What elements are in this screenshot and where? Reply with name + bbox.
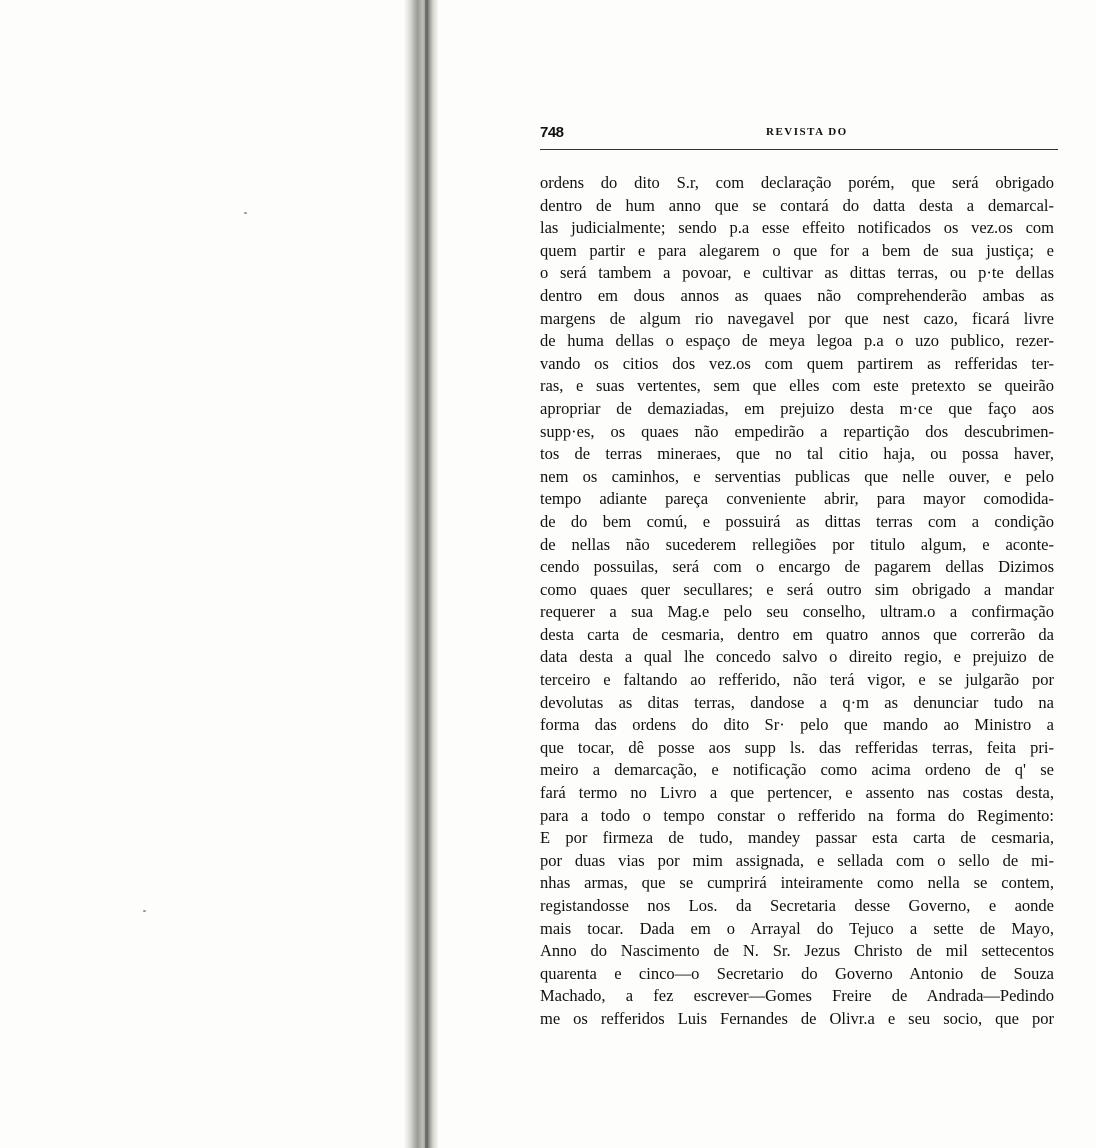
text-line: mais tocar. Dada em o Arrayal do Tejuco a sette de Mayo, [540, 918, 1054, 938]
text-line: meiro a demarcação, e notificação como acima ordeno de q' se [540, 760, 1054, 780]
text-line: Machado, a fez escrever—Gomes Freire de Andrada—Pedindo [540, 986, 1054, 1006]
text-line: de nellas não sucederem rellegiões por titulo algum, e aconte- [540, 534, 1054, 554]
page-header [540, 124, 1058, 152]
gutter-fold-line [425, 0, 428, 1148]
text-line: forma das ordens do dito Sr· pelo que mando ao Ministro a [540, 715, 1054, 735]
page-number: 748 [540, 124, 564, 141]
text-line: margens de algum rio navegavel por que nest cazo, ficará livre [540, 308, 1054, 328]
text-line: terceiro e faltando ao refferido, não terá vigor, e se julgarão por [540, 670, 1054, 690]
text-line: requerer a sua Mag.e pelo seu conselho, ultram.o a confirmação [540, 602, 1054, 622]
text-line: quem partir e para alegarem o que for a bem de sua justiça; e [540, 240, 1054, 260]
text-line: por duas vias por mim assignada, e sellada com o sello de mi- [540, 850, 1054, 870]
text-line: desta carta de cesmaria, dentro em quatro annos que correrão da [540, 624, 1054, 644]
text-line: vando os citios dos vez.os com quem partirem as refferidas ter- [540, 353, 1054, 373]
header-rule [540, 149, 1058, 150]
text-line: Anno do Nascimento de N. Sr. Jezus Christo de mil settecentos [540, 941, 1054, 961]
text-line: dentro em dous annos as quaes não comprehenderão ambas as [540, 285, 1054, 305]
scan-speck [244, 212, 247, 214]
text-line: fará termo no Livro a que pertencer, e assento nas costas desta, [540, 783, 1054, 803]
text-line: que tocar, dê posse aos supp ls. das refferidas terras, feita pri- [540, 737, 1054, 757]
text-line: tos de terras mineraes, que no tal citio haja, ou possa haver, [540, 444, 1054, 464]
text-line: nem os caminhos, e serventias publicas que nelle ouver, e pelo [540, 466, 1054, 486]
text-line: como quaes quer secullares; e será outro sim obrigado a mandar [540, 579, 1054, 599]
text-line: cendo possuilas, será com o encargo de pagarem dellas Dizimos [540, 557, 1054, 577]
text-line: apropriar de demaziadas, em prejuizo desta m·ce que faço aos [540, 398, 1054, 418]
text-line: para a todo o tempo constar o refferido na forma do Regimento: [540, 805, 1054, 825]
text-line: E por firmeza de tudo, mandey passar esta carta de cesmaria, [540, 828, 1054, 848]
text-line: ras, e suas vertentes, sem que elles com este pretexto se queirão [540, 376, 1054, 396]
text-line: registandosse nos Los. da Secretaria desse Governo, e aonde [540, 896, 1054, 915]
text-line: nhas armas, que se cumprirá inteiramente como nella se contem, [540, 873, 1054, 893]
text-line: de huma dellas o espaço de meya legoa p.a o uzo publico, rezer- [540, 331, 1054, 351]
text-line: me os refferidos Luis Fernandes de Olivr.a e seu socio, que por [540, 1008, 1054, 1028]
scan-speck [143, 910, 146, 912]
running-head: REVISTA DO [766, 126, 848, 138]
text-line: supp·es, os quaes não empedirão a repartição dos descubrimen- [540, 421, 1054, 441]
text-line: las judicialmente; sendo p.a esse effeito notificados os vez.os com [540, 218, 1054, 238]
text-line: de do bem comú, e possuirá as dittas terras com a condição [540, 511, 1054, 531]
book-gutter [404, 0, 438, 1148]
text-line: dentro de hum anno que se contará do datta desta a demarcal- [540, 195, 1054, 215]
body-text [540, 172, 1054, 1031]
text-line: quarenta e cinco—o Secretario do Governo Antonio de Souza [540, 963, 1054, 983]
text-line: data desta a qual lhe concedo salvo o direito regio, e prejuizo de [540, 647, 1054, 667]
text-line: devolutas as ditas terras, dandose a q·m as denunciar tudo na [540, 692, 1054, 712]
text-line: ordens do dito S.r, com declaração porém, que será obrigado [540, 173, 1054, 192]
text-line: tempo adiante pareça conveniente abrir, para mayor comodida- [540, 489, 1054, 509]
text-line: o será tambem a povoar, e cultivar as dittas terras, ou p·te dellas [540, 263, 1054, 283]
